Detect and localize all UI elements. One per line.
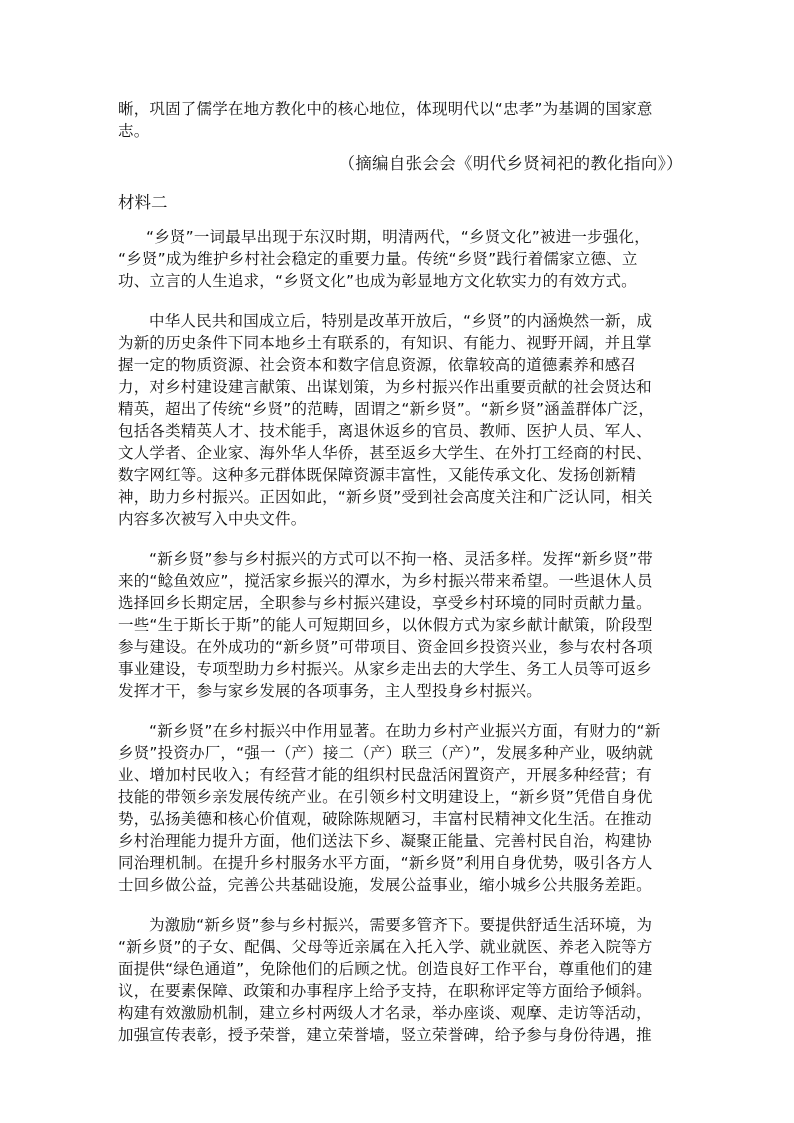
text-line: 中华人民共和国成立后，特别是改革开放后，“乡贤”的内涵焕然一新，成	[149, 312, 653, 330]
text-line: 势，弘扬美德和核心价值观，破除陈规陋习，丰富村民精神文化生活。在推动	[118, 810, 652, 828]
text-line: 构建有效激励机制，建立乡村两级人才名录，举办座谈、观摩、走访等活动，	[118, 1004, 652, 1022]
text-line: “乡贤”成为维护乡村社会稳定的重要力量。传统“乡贤”践行着儒家立德、立	[118, 250, 638, 268]
text-line: 加强宣传表彰，授予荣誉，建立荣誉墙，竖立荣誉碑，给予参与身份待遇，推	[118, 1026, 652, 1044]
section-heading: 材料二	[118, 193, 168, 212]
text-line: 神，助力乡村振兴。正因如此，“新乡贤”受到社会高度关注和广泛认同，相关	[118, 488, 653, 506]
paragraph-2	[118, 310, 678, 530]
document-page	[118, 98, 683, 1064]
paragraph-4	[118, 720, 678, 896]
paragraph-1	[118, 226, 678, 292]
text-line: 精英，超出了传统“乡贤”的范畴，固谓之“新乡贤”。“新乡贤”涵盖群体广泛，	[118, 400, 655, 418]
text-line: 来的“鲶鱼效应”，搅活家乡振兴的潭水，为乡村振兴带来希望。一些退休人员	[118, 572, 653, 590]
text-line: 力，对乡村建设建言献策、出谋划策，为乡村振兴作出重要贡献的社会贤达和	[118, 378, 652, 396]
intro-paragraph	[118, 98, 678, 142]
source-citation: （摘编自张会会《明代乡贤祠祀的教化指向》）	[338, 154, 683, 173]
text-line: 选择回乡长期定居，全职参与乡村振兴建设，享受乡村环境的同时贡献力量。	[118, 594, 652, 612]
text-line: 技能的带领乡亲发展传统产业。在引领乡村文明建设上，“新乡贤”凭借自身优	[118, 788, 653, 806]
text-line: 业、增加村民收入；有经营才能的组织村民盘活闲置资产，开展多种经营；有	[118, 766, 652, 784]
text-line: 志。	[118, 122, 150, 140]
text-line: “新乡贤”参与乡村振兴的方式可以不拘一格、灵活多样。发挥“新乡贤”带	[149, 550, 653, 568]
text-line: 为新的历史条件下同本地乡土有联系的，有知识、有能力、视野开阔，并且掌	[118, 334, 652, 352]
text-line: “新乡贤”在乡村振兴中作用显著。在助力乡村产业振兴方面，有财力的“新	[149, 722, 661, 740]
text-line: 文人学者、企业家、海外华人华侨，甚至返乡大学生、在外打工经商的村民、	[118, 444, 652, 462]
text-line: 包括各类精英人才、技术能手，离退休返乡的官员、教师、医护人员、军人、	[118, 422, 652, 440]
text-line: 一些“生于斯长于斯”的能人可短期回乡，以休假方式为家乡献计献策，阶段型	[118, 616, 653, 634]
text-line: 内容多次被写入中央文件。	[118, 510, 307, 528]
paragraph-5	[118, 914, 678, 1046]
text-line: “新乡贤”的子女、配偶、父母等近亲属在入托入学、就业就医、养老入院等方	[118, 938, 653, 956]
text-line: 为激励“新乡贤”参与乡村振兴，需要多管齐下。要提供舒适生活环境，为	[149, 916, 653, 934]
text-line: 发挥才干，参与家乡发展的各项事务，主人型投身乡村振兴。	[118, 682, 542, 700]
text-line: 面提供“绿色通道”，免除他们的后顾之忧。创造良好工作平台，尊重他们的建	[118, 960, 653, 978]
text-line: 议，在要素保障、政策和办事程序上给予支持，在职称评定等方面给予倾斜。	[118, 982, 652, 1000]
text-line: 功、立言的人生追求，“乡贤文化”也成为彰显地方文化软实力的有效方式。	[118, 272, 637, 290]
text-line: “乡贤”一词最早出现于东汉时期，明清两代，“乡贤文化”被进一步强化，	[146, 228, 650, 246]
text-line: 士回乡做公益，完善公共基础设施，发展公益事业，缩小城乡公共服务差距。	[118, 876, 652, 894]
text-line: 数字网红等。这种多元群体既保障资源丰富性，又能传承文化、发扬创新精	[118, 466, 637, 484]
text-line: 参与建设。在外成功的“新乡贤”可带项目、资金回乡投资兴业，参与农村各项	[118, 638, 653, 656]
text-line: 乡村治理能力提升方面，他们送法下乡、凝聚正能量、完善村民自治，构建协	[118, 832, 652, 850]
text-line: 乡贤”投资办厂，“强一（产）接二（产）联三（产）”，发展多种产业，吸纳就	[118, 744, 654, 762]
text-line: 握一定的物质资源、社会资本和数字信息资源，依靠较高的道德素养和感召	[118, 356, 637, 374]
text-line: 同治理机制。在提升乡村服务水平方面，“新乡贤”利用自身优势，吸引各方人	[118, 854, 653, 872]
paragraph-3	[118, 548, 678, 702]
text-line: 事业建设，专项型助力乡村振兴。从家乡走出去的大学生、务工人员等可返乡	[118, 660, 652, 678]
text-line: 晰，巩固了儒学在地方教化中的核心地位，体现明代以“忠孝”为基调的国家意	[118, 100, 653, 118]
